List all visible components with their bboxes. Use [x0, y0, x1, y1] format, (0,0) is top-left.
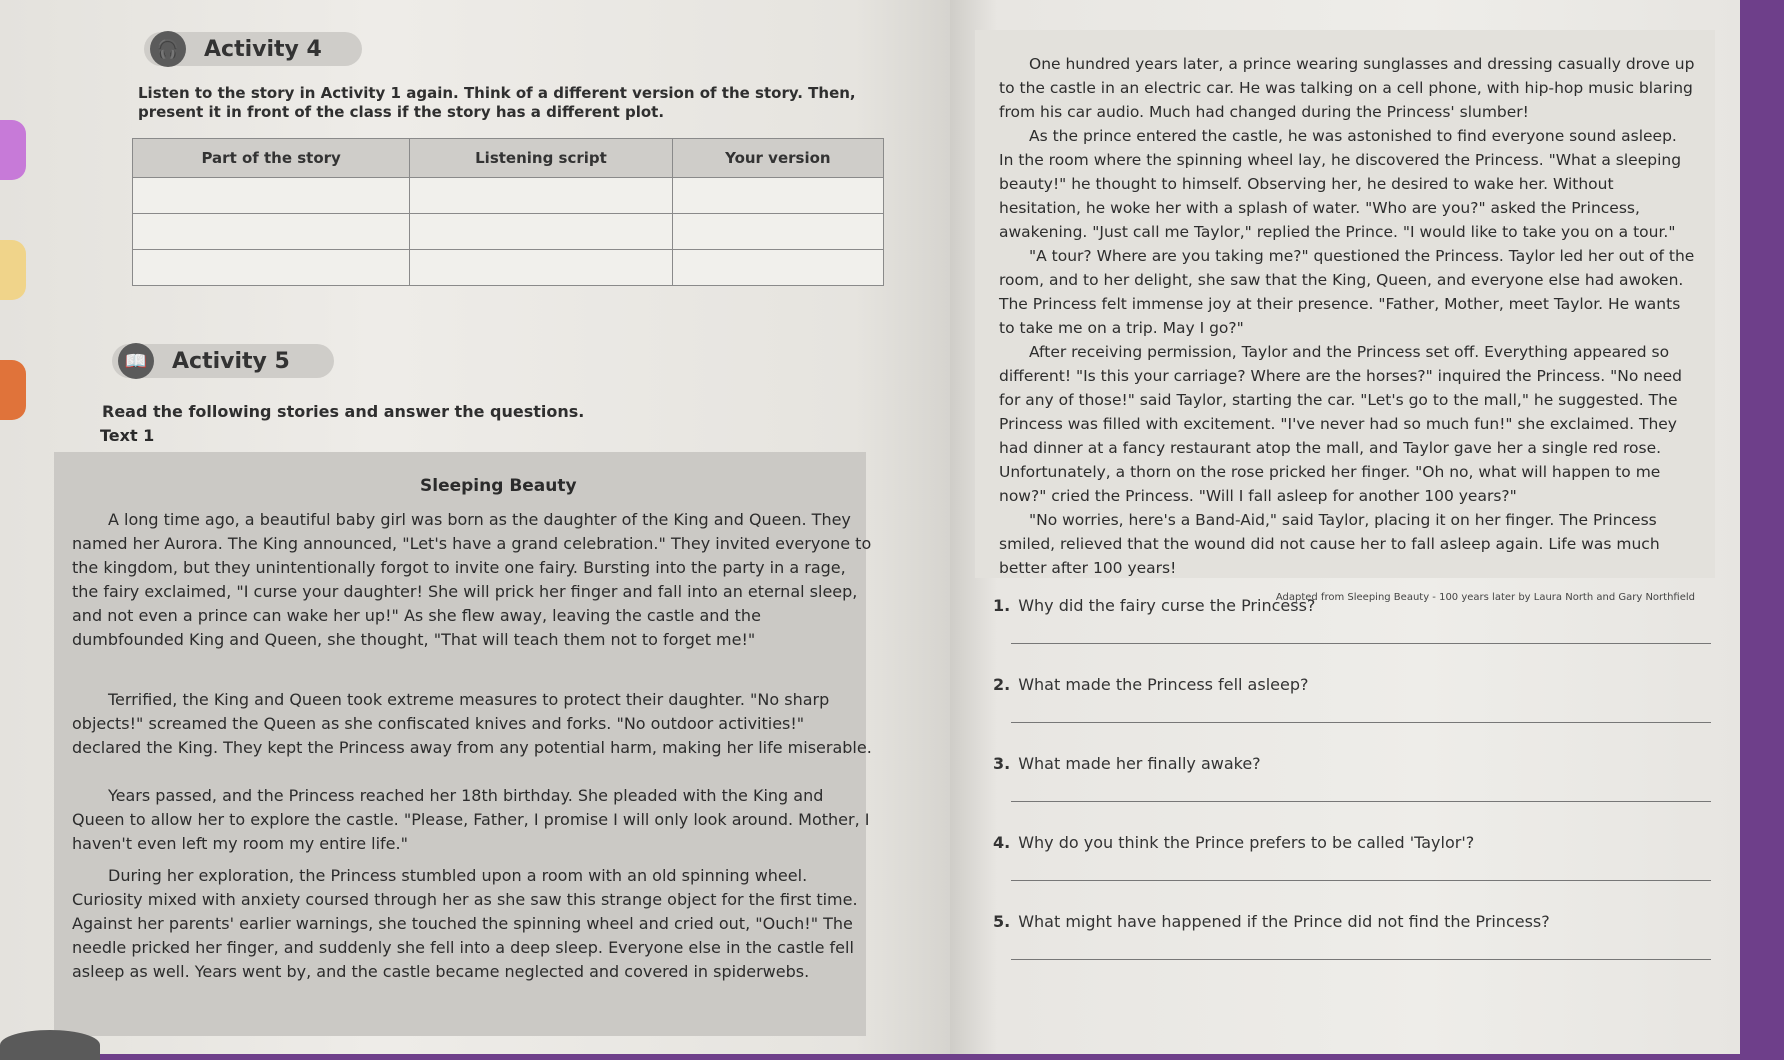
table-cell[interactable] [133, 214, 410, 250]
table-header-part: Part of the story [133, 139, 410, 178]
book-icon: 📖 [118, 343, 154, 379]
question-item [975, 596, 1715, 675]
story-continuation-box [975, 30, 1715, 603]
tab-yellow[interactable] [0, 240, 26, 300]
answer-line[interactable] [1011, 880, 1711, 881]
continuation-paragraph: After receiving permission, Taylor and the Princess set off. Everything appeared so different! "Is this your carriage? Where are the horses?" inquired the Princess. "No need for any of those!" said Taylor, starting the car. "Let's go to the mall," he suggested. The Princess was filled with excitement. "I've never had so much fun!" she exclaimed. They had dinner at a fancy restaurant atop the mall, and Taylor gave her a single red rose. Unfortunately, a thorn on the rose pricked her finger. "Oh no, what will happen to me now?" cried the Princess. "Will I fall asleep for another 100 years?" [999, 343, 1682, 505]
side-tabs [0, 120, 30, 480]
story-table [132, 138, 884, 286]
question-number: 5. [993, 912, 1011, 931]
answer-line[interactable] [1011, 643, 1711, 644]
question-item [975, 675, 1715, 754]
question-number: 1. [993, 596, 1011, 615]
story-paragraph: Years passed, and the Princess reached her 18th birthday. She pleaded with the King and Queen to allow her to explore the castle. "Please, Father, I promise I will only look around. Mother, I haven't even left my room my entire life." [72, 786, 870, 853]
question-item [975, 833, 1715, 912]
answer-line[interactable] [1011, 722, 1711, 723]
story-paragraph: During her exploration, the Princess stumbled upon a room with an old spinning wheel. Curiosity mixed with anxiety coursed through her as she saw this strange object for the first time. Against her parents' earlier warnings, she touched the spinning wheel and cried out, "Ouch!" The needle pricked her finger, and suddenly she fell into a deep sleep. Everyone else in the castle fell asleep as well. Years went by, and the castle became neglected and covered in spiderwebs. [72, 866, 858, 981]
source-credit: Adapted from Sleeping Beauty - 100 years later by Laura North and Gary Northfield [1275, 592, 1695, 603]
headphones-icon: 🎧 [150, 31, 186, 67]
question-number: 3. [993, 754, 1011, 773]
continuation-paragraph: As the prince entered the castle, he was astonished to find everyone sound asleep. In the room where the spinning wheel lay, he discovered the Princess. "What a sleeping beauty!" he thought to himself. Observing her, he desired to wake her. Without hesitation, he woke her with a splash of water. "Who are you?" asked the Princess, awakening. "Just call me Taylor," replied the Prince. "I would like to take you on a tour." [999, 127, 1682, 241]
question-text: What might have happened if the Prince did not find the Princess? [1018, 912, 1550, 931]
question-item [975, 754, 1715, 833]
question-number: 2. [993, 675, 1011, 694]
question-text: What made her finally awake? [1018, 754, 1261, 773]
activity5-header [112, 344, 334, 378]
story-box [54, 452, 872, 1036]
tab-purple[interactable] [0, 120, 26, 180]
table-cell[interactable] [133, 250, 410, 286]
question-text: Why did the fairy curse the Princess? [1018, 596, 1316, 615]
table-row [133, 214, 884, 250]
questions-list [975, 596, 1715, 991]
table-header-version: Your version [672, 139, 883, 178]
answer-line[interactable] [1011, 959, 1711, 960]
story-paragraph: Terrified, the King and Queen took extreme measures to protect their daughter. "No sharp objects!" screamed the Queen as she confiscated knives and forks. "No outdoor activities!" declared the King. They kept the Princess away from any potential harm, making her life miserable. [72, 690, 872, 757]
continuation-paragraph: "A tour? Where are you taking me?" questioned the Princess. Taylor led her out of the room, and to her delight, she saw that the King, Queen, and everyone else had awoken. The Princess felt immense joy at their presence. "Father, Mother, meet Taylor. He wants to take me on a trip. May I go?" [999, 247, 1695, 337]
activity5-label: Activity 5 [172, 348, 290, 374]
continuation-paragraph: "No worries, here's a Band-Aid," said Taylor, placing it on her finger. The Princess smiled, relieved that the wound did not cause her to fall asleep again. Life was much better after 100 years! [999, 511, 1660, 577]
table-row [133, 178, 884, 214]
table-cell[interactable] [133, 178, 410, 214]
question-text: What made the Princess fell asleep? [1018, 675, 1309, 694]
question-text: Why do you think the Prince prefers to be called 'Taylor'? [1018, 833, 1475, 852]
table-cell[interactable] [672, 214, 883, 250]
tab-orange[interactable] [0, 360, 26, 420]
activity5-instruction: Read the following stories and answer the questions. [102, 402, 585, 421]
table-cell[interactable] [672, 250, 883, 286]
table-cell[interactable] [410, 178, 672, 214]
table-cell[interactable] [672, 178, 883, 214]
table-cell[interactable] [410, 250, 672, 286]
table-cell[interactable] [410, 214, 672, 250]
activity4-header [144, 32, 362, 66]
table-row [133, 250, 884, 286]
continuation-paragraph: One hundred years later, a prince wearing sunglasses and dressing casually drove up to the castle in an electric car. He was talking on a cell phone, with hip-hop music blaring from his car audio. Much had changed during the Princess' slumber! [999, 55, 1695, 121]
activity4-instruction: Listen to the story in Activity 1 again. Think of a different version of the story. Then, present it in front of the class if the story has a different plot. [138, 84, 856, 121]
question-number: 4. [993, 833, 1011, 852]
activity4-label: Activity 4 [204, 36, 322, 62]
story-paragraph: A long time ago, a beautiful baby girl was born as the daughter of the King and Queen. They named her Aurora. The King announced, "Let's have a grand celebration." They invited everyone to the kingdom, but they unintentionally forgot to invite one fairy. Bursting into the party in a rage, the fairy exclaimed, "I curse your daughter! She will prick her finger and fall into an eternal sleep, and not even a prince can wake her up!" As she flew away, leaving the castle and the dumbfounded King and Queen, she thought, "That will teach them not to forget me!" [72, 510, 872, 649]
right-page [950, 0, 1740, 1054]
question-item [975, 912, 1715, 991]
answer-line[interactable] [1011, 801, 1711, 802]
page-corner-decoration [0, 1030, 100, 1060]
text-label: Text 1 [100, 426, 155, 445]
table-header-script: Listening script [410, 139, 672, 178]
story-title: Sleeping Beauty [420, 476, 577, 496]
